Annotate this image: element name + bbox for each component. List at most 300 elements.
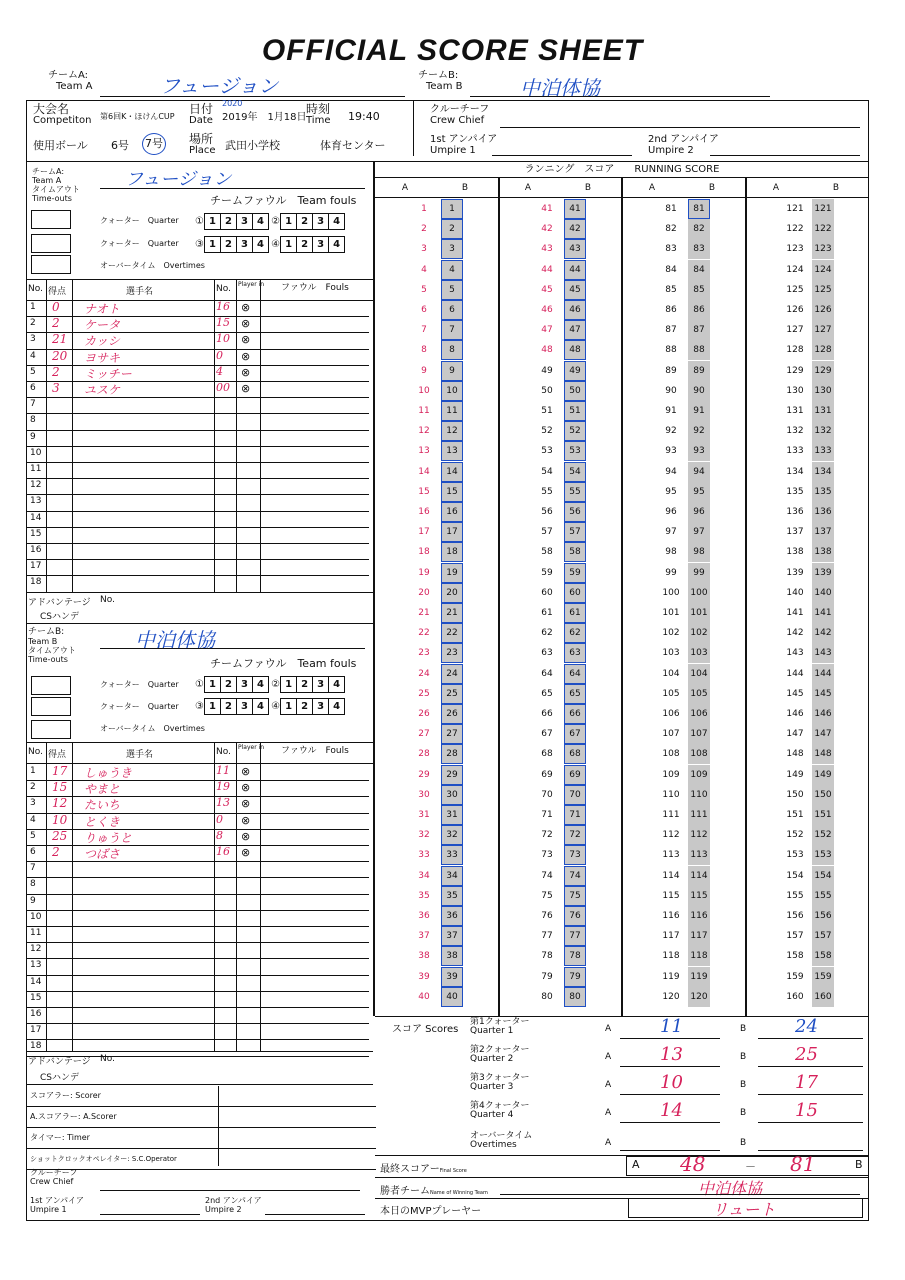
rs-cell-a[interactable]: 95 (665, 486, 677, 497)
rs-cell-b[interactable]: 156 (812, 906, 834, 926)
rs-cell-a[interactable]: 154 (786, 870, 804, 881)
rs-cell-a[interactable]: 31 (418, 810, 430, 820)
rs-cell-b[interactable]: 106 (688, 704, 710, 724)
rs-cell-a[interactable]: 17 (418, 527, 430, 538)
rs-cell-a[interactable]: 160 (786, 991, 804, 1002)
rs-cell-a[interactable]: 128 (786, 345, 804, 356)
rs-cell-a[interactable]: 53 (541, 446, 553, 457)
rs-cell-a[interactable]: 159 (786, 971, 804, 982)
rs-cell-b[interactable]: 129 (812, 361, 834, 381)
rs-cell-a[interactable]: 155 (786, 890, 804, 901)
rs-cell-a[interactable]: 42 (541, 224, 553, 235)
rs-cell-a[interactable]: 7 (421, 325, 427, 336)
rs-cell-b[interactable]: 147 (812, 724, 834, 744)
rs-cell-a[interactable]: 111 (662, 810, 680, 820)
rs-cell-b[interactable]: 114 (688, 866, 710, 886)
rs-cell-a[interactable]: 62 (541, 628, 553, 639)
rs-cell-a[interactable]: 32 (418, 830, 430, 841)
rs-cell-b[interactable]: 109 (688, 765, 710, 785)
rs-cell-b[interactable]: 10 (441, 381, 463, 401)
team-b-quarter-12-fouls[interactable]: ① 1 2 3 4 ② 1 2 3 4 (195, 676, 344, 693)
rs-cell-a[interactable]: 56 (541, 507, 553, 517)
rs-cell-a[interactable]: 99 (665, 567, 677, 578)
rs-cell-b[interactable]: 111 (688, 805, 710, 825)
rs-cell-a[interactable]: 10 (418, 385, 430, 396)
rs-cell-a[interactable]: 65 (541, 688, 553, 699)
rs-cell-a[interactable]: 4 (421, 264, 427, 275)
rs-cell-a[interactable]: 71 (541, 810, 553, 820)
rs-cell-a[interactable]: 16 (418, 507, 430, 517)
rs-cell-a[interactable]: 110 (662, 789, 680, 800)
rs-cell-a[interactable]: 55 (541, 486, 553, 497)
rs-cell-a[interactable]: 37 (418, 931, 430, 942)
rs-cell-a[interactable]: 14 (418, 466, 430, 477)
rs-cell-a[interactable]: 130 (786, 385, 804, 396)
rs-cell-b[interactable]: 140 (812, 583, 834, 603)
rs-cell-b[interactable]: 60 (564, 583, 586, 603)
rs-cell-b[interactable]: 100 (688, 583, 710, 603)
rs-cell-a[interactable]: 141 (786, 608, 804, 618)
rs-cell-a[interactable]: 20 (418, 587, 430, 598)
rs-cell-b[interactable]: 115 (688, 886, 710, 906)
rs-cell-a[interactable]: 60 (541, 587, 553, 598)
rs-cell-b[interactable]: 155 (812, 886, 834, 906)
rs-cell-a[interactable]: 84 (665, 264, 677, 275)
rs-cell-a[interactable]: 13 (418, 446, 430, 457)
rs-cell-a[interactable]: 9 (421, 365, 427, 376)
rs-cell-a[interactable]: 123 (786, 244, 804, 255)
rs-cell-a[interactable]: 144 (786, 668, 804, 679)
rs-cell-b[interactable]: 30 (441, 785, 463, 805)
rs-cell-b[interactable]: 95 (688, 482, 710, 502)
rs-cell-a[interactable]: 121 (786, 204, 804, 214)
rs-cell-b[interactable]: 135 (812, 482, 834, 502)
rs-cell-b[interactable]: 16 (441, 502, 463, 522)
rs-cell-a[interactable]: 118 (662, 951, 680, 962)
rs-cell-b[interactable]: 142 (812, 623, 834, 643)
rs-cell-a[interactable]: 108 (662, 749, 680, 760)
rs-cell-a[interactable]: 90 (665, 385, 677, 396)
rs-cell-a[interactable]: 94 (665, 466, 677, 477)
rs-cell-b[interactable]: 84 (688, 260, 710, 280)
rs-cell-a[interactable]: 117 (662, 931, 680, 942)
rs-cell-a[interactable]: 33 (418, 850, 430, 861)
rs-cell-a[interactable]: 63 (541, 648, 553, 659)
rs-cell-b[interactable]: 80 (564, 987, 586, 1007)
rs-cell-a[interactable]: 67 (541, 729, 553, 740)
rs-cell-a[interactable]: 104 (662, 668, 680, 679)
rs-cell-a[interactable]: 41 (541, 204, 553, 214)
rs-cell-a[interactable]: 78 (541, 951, 553, 962)
rs-cell-a[interactable]: 72 (541, 830, 553, 841)
rs-cell-a[interactable]: 3 (421, 244, 427, 255)
rs-cell-b[interactable]: 57 (564, 522, 586, 542)
rs-cell-a[interactable]: 40 (418, 991, 430, 1002)
rs-cell-a[interactable]: 145 (786, 688, 804, 699)
rs-cell-a[interactable]: 102 (662, 628, 680, 639)
rs-cell-b[interactable]: 7 (441, 320, 463, 340)
rs-cell-b[interactable]: 96 (688, 502, 710, 522)
rs-cell-a[interactable]: 87 (665, 325, 677, 336)
rs-cell-a[interactable]: 82 (665, 224, 677, 235)
rs-cell-a[interactable]: 129 (786, 365, 804, 376)
rs-cell-a[interactable]: 68 (541, 749, 553, 760)
rs-cell-b[interactable]: 50 (564, 381, 586, 401)
rs-cell-b[interactable]: 91 (688, 401, 710, 421)
rs-cell-b[interactable]: 52 (564, 421, 586, 441)
rs-cell-a[interactable]: 109 (662, 769, 680, 780)
rs-cell-b[interactable]: 124 (812, 260, 834, 280)
rs-cell-b[interactable]: 144 (812, 664, 834, 684)
rs-cell-a[interactable]: 80 (541, 991, 553, 1002)
rs-cell-a[interactable]: 152 (786, 830, 804, 841)
rs-cell-b[interactable]: 13 (441, 441, 463, 461)
rs-cell-b[interactable]: 151 (812, 805, 834, 825)
rs-cell-b[interactable]: 15 (441, 482, 463, 502)
rs-cell-b[interactable]: 26 (441, 704, 463, 724)
rs-cell-b[interactable]: 137 (812, 522, 834, 542)
rs-cell-a[interactable]: 93 (665, 446, 677, 457)
team-b-timeout-box-1[interactable] (31, 676, 71, 695)
rs-cell-b[interactable]: 98 (688, 542, 710, 562)
rs-cell-b[interactable]: 128 (812, 340, 834, 360)
rs-cell-b[interactable]: 112 (688, 825, 710, 845)
rs-cell-b[interactable]: 87 (688, 320, 710, 340)
rs-cell-a[interactable]: 133 (786, 446, 804, 457)
rs-cell-a[interactable]: 29 (418, 769, 430, 780)
rs-cell-a[interactable]: 22 (418, 628, 430, 639)
team-b-quarter-34-fouls[interactable]: ③ 1 2 3 4 ④ 1 2 3 4 (195, 698, 344, 715)
rs-cell-b[interactable]: 92 (688, 421, 710, 441)
rs-cell-b[interactable]: 62 (564, 623, 586, 643)
rs-cell-b[interactable]: 45 (564, 280, 586, 300)
rs-cell-b[interactable]: 46 (564, 300, 586, 320)
rs-cell-a[interactable]: 66 (541, 709, 553, 719)
rs-cell-a[interactable]: 34 (418, 870, 430, 881)
rs-cell-a[interactable]: 28 (418, 749, 430, 760)
rs-cell-b[interactable]: 53 (564, 441, 586, 461)
rs-cell-b[interactable]: 22 (441, 623, 463, 643)
rs-cell-a[interactable]: 52 (541, 426, 553, 437)
rs-cell-a[interactable]: 91 (665, 406, 677, 416)
rs-cell-b[interactable]: 132 (812, 421, 834, 441)
rs-cell-b[interactable]: 40 (441, 987, 463, 1007)
rs-cell-b[interactable]: 65 (564, 684, 586, 704)
rs-cell-b[interactable]: 123 (812, 239, 834, 259)
rs-cell-b[interactable]: 11 (441, 401, 463, 421)
rs-cell-b[interactable]: 126 (812, 300, 834, 320)
rs-cell-a[interactable]: 151 (786, 810, 804, 820)
rs-cell-b[interactable]: 82 (688, 219, 710, 239)
rs-cell-b[interactable]: 113 (688, 845, 710, 865)
rs-cell-a[interactable]: 92 (665, 426, 677, 437)
rs-cell-a[interactable]: 36 (418, 911, 430, 921)
rs-cell-a[interactable]: 38 (418, 951, 430, 962)
rs-cell-a[interactable]: 126 (786, 305, 804, 315)
rs-cell-b[interactable]: 3 (441, 239, 463, 259)
rs-cell-b[interactable]: 51 (564, 401, 586, 421)
rs-cell-a[interactable]: 124 (786, 264, 804, 275)
rs-cell-b[interactable]: 79 (564, 967, 586, 987)
rs-cell-a[interactable]: 74 (541, 870, 553, 881)
rs-cell-b[interactable]: 141 (812, 603, 834, 623)
rs-cell-b[interactable]: 54 (564, 462, 586, 482)
rs-cell-b[interactable]: 42 (564, 219, 586, 239)
rs-cell-b[interactable]: 93 (688, 441, 710, 461)
rs-cell-b[interactable]: 25 (441, 684, 463, 704)
rs-cell-b[interactable]: 120 (688, 987, 710, 1007)
rs-cell-b[interactable]: 85 (688, 280, 710, 300)
rs-cell-a[interactable]: 112 (662, 830, 680, 841)
rs-cell-b[interactable]: 81 (688, 199, 710, 219)
team-b-timeout-box-3[interactable] (31, 720, 71, 739)
rs-cell-a[interactable]: 149 (786, 769, 804, 780)
rs-cell-b[interactable]: 138 (812, 542, 834, 562)
rs-cell-b[interactable]: 71 (564, 805, 586, 825)
team-b-timeout-box-2[interactable] (31, 697, 71, 716)
rs-cell-b[interactable]: 24 (441, 664, 463, 684)
rs-cell-a[interactable]: 77 (541, 931, 553, 942)
rs-cell-b[interactable]: 73 (564, 845, 586, 865)
rs-cell-a[interactable]: 44 (541, 264, 553, 275)
rs-cell-b[interactable]: 66 (564, 704, 586, 724)
rs-cell-b[interactable]: 23 (441, 643, 463, 663)
rs-cell-b[interactable]: 77 (564, 926, 586, 946)
rs-cell-b[interactable]: 9 (441, 361, 463, 381)
rs-cell-a[interactable]: 134 (786, 466, 804, 477)
rs-cell-a[interactable]: 140 (786, 587, 804, 598)
rs-cell-a[interactable]: 148 (786, 749, 804, 760)
rs-cell-a[interactable]: 83 (665, 244, 677, 255)
rs-cell-b[interactable]: 4 (441, 260, 463, 280)
rs-cell-a[interactable]: 81 (665, 204, 677, 214)
rs-cell-a[interactable]: 58 (541, 547, 553, 558)
rs-cell-a[interactable]: 39 (418, 971, 430, 982)
rs-cell-a[interactable]: 11 (418, 406, 430, 416)
rs-cell-b[interactable]: 28 (441, 744, 463, 764)
rs-cell-a[interactable]: 125 (786, 284, 804, 295)
rs-cell-a[interactable]: 135 (786, 486, 804, 497)
rs-cell-b[interactable]: 21 (441, 603, 463, 623)
rs-cell-b[interactable]: 152 (812, 825, 834, 845)
rs-cell-b[interactable]: 59 (564, 563, 586, 583)
rs-cell-a[interactable]: 132 (786, 426, 804, 437)
rs-cell-b[interactable]: 49 (564, 361, 586, 381)
rs-cell-b[interactable]: 143 (812, 643, 834, 663)
rs-cell-b[interactable]: 64 (564, 664, 586, 684)
rs-cell-a[interactable]: 46 (541, 305, 553, 315)
rs-cell-a[interactable]: 79 (541, 971, 553, 982)
rs-cell-b[interactable]: 12 (441, 421, 463, 441)
rs-cell-b[interactable]: 97 (688, 522, 710, 542)
rs-cell-b[interactable]: 103 (688, 643, 710, 663)
rs-cell-a[interactable]: 2 (421, 224, 427, 235)
rs-cell-b[interactable]: 136 (812, 502, 834, 522)
rs-cell-b[interactable]: 27 (441, 724, 463, 744)
rs-cell-b[interactable]: 86 (688, 300, 710, 320)
rs-cell-b[interactable]: 130 (812, 381, 834, 401)
rs-cell-b[interactable]: 31 (441, 805, 463, 825)
rs-cell-a[interactable]: 106 (662, 709, 680, 719)
rs-cell-b[interactable]: 78 (564, 946, 586, 966)
rs-cell-a[interactable]: 23 (418, 648, 430, 659)
rs-cell-a[interactable]: 54 (541, 466, 553, 477)
rs-cell-b[interactable]: 76 (564, 906, 586, 926)
rs-cell-b[interactable]: 72 (564, 825, 586, 845)
rs-cell-a[interactable]: 147 (786, 729, 804, 740)
rs-cell-a[interactable]: 137 (786, 527, 804, 538)
rs-cell-b[interactable]: 102 (688, 623, 710, 643)
rs-cell-b[interactable]: 14 (441, 462, 463, 482)
rs-cell-b[interactable]: 99 (688, 563, 710, 583)
rs-cell-a[interactable]: 97 (665, 527, 677, 538)
rs-cell-b[interactable]: 63 (564, 643, 586, 663)
rs-cell-b[interactable]: 34 (441, 866, 463, 886)
rs-cell-b[interactable]: 69 (564, 765, 586, 785)
rs-cell-b[interactable]: 148 (812, 744, 834, 764)
rs-cell-a[interactable]: 49 (541, 365, 553, 376)
rs-cell-a[interactable]: 1 (421, 204, 427, 214)
rs-cell-b[interactable]: 118 (688, 946, 710, 966)
rs-cell-b[interactable]: 159 (812, 967, 834, 987)
rs-cell-a[interactable]: 115 (662, 890, 680, 901)
rs-cell-b[interactable]: 38 (441, 946, 463, 966)
rs-cell-a[interactable]: 142 (786, 628, 804, 639)
rs-cell-b[interactable]: 153 (812, 845, 834, 865)
rs-cell-a[interactable]: 143 (786, 648, 804, 659)
rs-cell-b[interactable]: 55 (564, 482, 586, 502)
rs-cell-b[interactable]: 104 (688, 664, 710, 684)
rs-cell-a[interactable]: 136 (786, 507, 804, 517)
rs-cell-a[interactable]: 122 (786, 224, 804, 235)
rs-cell-b[interactable]: 131 (812, 401, 834, 421)
rs-cell-a[interactable]: 158 (786, 951, 804, 962)
rs-cell-b[interactable]: 119 (688, 967, 710, 987)
rs-cell-a[interactable]: 26 (418, 709, 430, 719)
team-a-timeout-box-3[interactable] (31, 255, 71, 274)
rs-cell-b[interactable]: 105 (688, 684, 710, 704)
rs-cell-a[interactable]: 45 (541, 284, 553, 295)
rs-cell-b[interactable]: 37 (441, 926, 463, 946)
rs-cell-b[interactable]: 121 (812, 199, 834, 219)
rs-cell-a[interactable]: 24 (418, 668, 430, 679)
rs-cell-b[interactable]: 61 (564, 603, 586, 623)
rs-cell-a[interactable]: 73 (541, 850, 553, 861)
team-a-timeout-box-1[interactable] (31, 210, 71, 229)
rs-cell-b[interactable]: 2 (441, 219, 463, 239)
rs-cell-b[interactable]: 157 (812, 926, 834, 946)
rs-cell-b[interactable]: 146 (812, 704, 834, 724)
rs-cell-b[interactable]: 107 (688, 724, 710, 744)
rs-cell-a[interactable]: 107 (662, 729, 680, 740)
rs-cell-b[interactable]: 116 (688, 906, 710, 926)
rs-cell-b[interactable]: 150 (812, 785, 834, 805)
rs-cell-b[interactable]: 117 (688, 926, 710, 946)
rs-cell-a[interactable]: 43 (541, 244, 553, 255)
rs-cell-b[interactable]: 43 (564, 239, 586, 259)
team-a-quarter-12-fouls[interactable]: ① 1 2 3 4 ② 1 2 3 4 (195, 213, 344, 230)
rs-cell-a[interactable]: 113 (662, 850, 680, 861)
rs-cell-a[interactable]: 19 (418, 567, 430, 578)
rs-cell-a[interactable]: 100 (662, 587, 680, 598)
rs-cell-a[interactable]: 18 (418, 547, 430, 558)
rs-cell-a[interactable]: 119 (662, 971, 680, 982)
team-a-quarter-34-fouls[interactable]: ③ 1 2 3 4 ④ 1 2 3 4 (195, 236, 344, 253)
rs-cell-b[interactable]: 29 (441, 765, 463, 785)
rs-cell-b[interactable]: 90 (688, 381, 710, 401)
rs-cell-b[interactable]: 8 (441, 340, 463, 360)
rs-cell-a[interactable]: 105 (662, 688, 680, 699)
rs-cell-a[interactable]: 35 (418, 890, 430, 901)
rs-cell-a[interactable]: 138 (786, 547, 804, 558)
rs-cell-a[interactable]: 98 (665, 547, 677, 558)
rs-cell-a[interactable]: 150 (786, 789, 804, 800)
rs-cell-a[interactable]: 48 (541, 345, 553, 356)
rs-cell-a[interactable]: 50 (541, 385, 553, 396)
rs-cell-b[interactable]: 88 (688, 340, 710, 360)
rs-cell-b[interactable]: 17 (441, 522, 463, 542)
rs-cell-a[interactable]: 5 (421, 284, 427, 295)
rs-cell-b[interactable]: 89 (688, 361, 710, 381)
rs-cell-b[interactable]: 74 (564, 866, 586, 886)
rs-cell-a[interactable]: 64 (541, 668, 553, 679)
rs-cell-a[interactable]: 6 (421, 305, 427, 315)
rs-cell-a[interactable]: 89 (665, 365, 677, 376)
rs-cell-b[interactable]: 122 (812, 219, 834, 239)
rs-cell-b[interactable]: 47 (564, 320, 586, 340)
rs-cell-a[interactable]: 88 (665, 345, 677, 356)
rs-cell-a[interactable]: 157 (786, 931, 804, 942)
rs-cell-a[interactable]: 86 (665, 305, 677, 315)
rs-cell-a[interactable]: 131 (786, 406, 804, 416)
rs-cell-b[interactable]: 134 (812, 462, 834, 482)
rs-cell-b[interactable]: 110 (688, 785, 710, 805)
rs-cell-a[interactable]: 146 (786, 709, 804, 719)
rs-cell-b[interactable]: 41 (564, 199, 586, 219)
rs-cell-a[interactable]: 27 (418, 729, 430, 740)
rs-cell-b[interactable]: 145 (812, 684, 834, 704)
rs-cell-a[interactable]: 120 (662, 991, 680, 1002)
rs-cell-b[interactable]: 94 (688, 462, 710, 482)
rs-cell-b[interactable]: 48 (564, 340, 586, 360)
rs-cell-b[interactable]: 108 (688, 744, 710, 764)
rs-cell-b[interactable]: 83 (688, 239, 710, 259)
rs-cell-a[interactable]: 61 (541, 608, 553, 618)
rs-cell-b[interactable]: 39 (441, 967, 463, 987)
rs-cell-a[interactable]: 47 (541, 325, 553, 336)
rs-cell-b[interactable]: 149 (812, 765, 834, 785)
rs-cell-a[interactable]: 156 (786, 911, 804, 921)
rs-cell-a[interactable]: 101 (662, 608, 680, 618)
rs-cell-a[interactable]: 57 (541, 527, 553, 538)
rs-cell-a[interactable]: 8 (421, 345, 427, 356)
rs-cell-b[interactable]: 33 (441, 845, 463, 865)
rs-cell-a[interactable]: 85 (665, 284, 677, 295)
rs-cell-a[interactable]: 103 (662, 648, 680, 659)
rs-cell-a[interactable]: 70 (541, 789, 553, 800)
rs-cell-a[interactable]: 139 (786, 567, 804, 578)
rs-cell-a[interactable]: 116 (662, 911, 680, 921)
rs-cell-b[interactable]: 6 (441, 300, 463, 320)
rs-cell-a[interactable]: 25 (418, 688, 430, 699)
rs-cell-b[interactable]: 125 (812, 280, 834, 300)
rs-cell-b[interactable]: 154 (812, 866, 834, 886)
rs-cell-b[interactable]: 36 (441, 906, 463, 926)
rs-cell-b[interactable]: 139 (812, 563, 834, 583)
rs-cell-b[interactable]: 160 (812, 987, 834, 1007)
rs-cell-b[interactable]: 1 (441, 199, 463, 219)
rs-cell-a[interactable]: 30 (418, 789, 430, 800)
